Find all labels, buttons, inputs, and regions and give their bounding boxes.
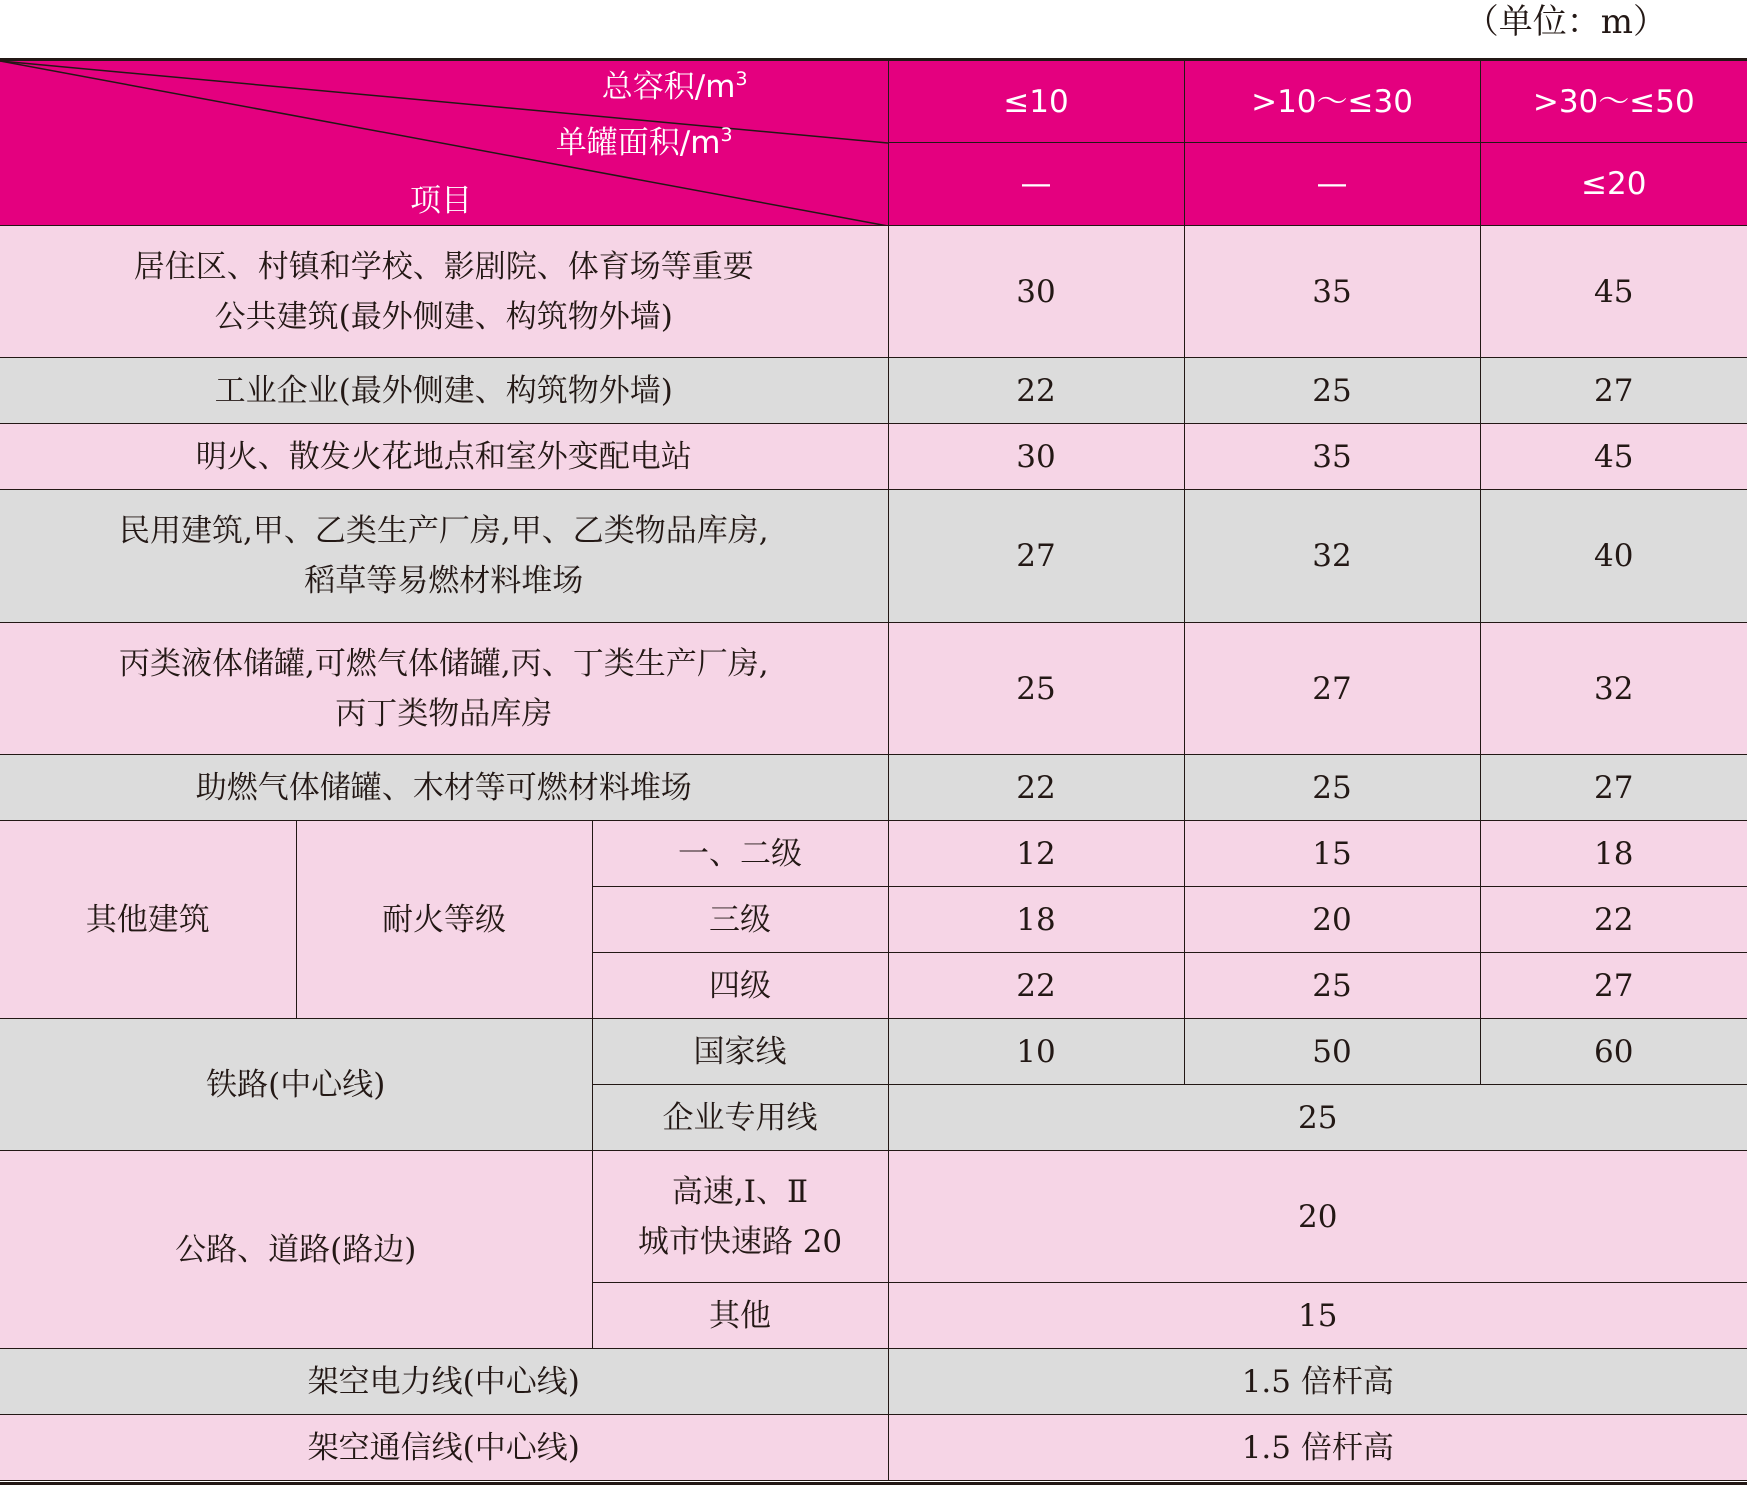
- item-cell: 工业企业(最外侧建、构筑物外墙): [0, 358, 888, 424]
- value-cell: 30: [888, 424, 1184, 490]
- table-row: [0, 1415, 1747, 1481]
- other-buildings-label: 其他建筑: [0, 821, 296, 1019]
- value-cell: 25: [1184, 953, 1480, 1019]
- value-cell: 35: [1184, 226, 1480, 358]
- railway-label: 铁路(中心线): [0, 1019, 592, 1151]
- national-line-label: 国家线: [592, 1019, 888, 1085]
- value-cell: 20: [1184, 887, 1480, 953]
- value-cell: 50: [1184, 1019, 1480, 1085]
- value-cell: 20: [888, 1151, 1747, 1283]
- value-cell: 10: [888, 1019, 1184, 1085]
- table-row: [0, 821, 1747, 887]
- power-line-label: 架空电力线(中心线): [0, 1349, 888, 1415]
- volume-range-cell: >10～≤30: [1184, 61, 1480, 143]
- highway-line: 城市快速路 20: [637, 1223, 843, 1260]
- table-row: [0, 424, 1747, 490]
- value-cell: 27: [1184, 623, 1480, 755]
- diagonal-header-cell: [0, 61, 888, 226]
- value-cell: 18: [1480, 821, 1747, 887]
- header-row-volume: [0, 61, 1747, 143]
- table-row: [0, 1349, 1747, 1415]
- value-cell: 25: [888, 1085, 1747, 1151]
- grade-label: 四级: [592, 953, 888, 1019]
- highway-line: 高速,Ⅰ、Ⅱ: [671, 1173, 809, 1210]
- value-cell: 32: [1480, 623, 1747, 755]
- single-tank-label: 单罐面积$/m^3$: [555, 124, 733, 161]
- item-line: 丙类液体储罐,可燃气体储罐,丙、丁类生产厂房,: [118, 645, 769, 682]
- single-tank-limit-cell: —: [888, 143, 1184, 226]
- table-row: [0, 226, 1747, 358]
- table-row: [0, 1151, 1747, 1283]
- value-cell: 25: [1184, 755, 1480, 821]
- other-road-label: 其他: [592, 1283, 888, 1349]
- value-cell: 22: [888, 755, 1184, 821]
- value-cell: 15: [888, 1283, 1747, 1349]
- value-cell: 27: [1480, 953, 1747, 1019]
- value-cell: 27: [888, 490, 1184, 623]
- table-row: [0, 490, 1747, 623]
- single-tank-limit-cell: —: [1184, 143, 1480, 226]
- item-line: 公共建筑(最外侧建、构筑物外墙): [214, 298, 673, 335]
- item-cell: 明火、散发火花地点和室外变配电站: [0, 424, 888, 490]
- value-cell: 32: [1184, 490, 1480, 623]
- item-cell: [0, 226, 888, 358]
- value-cell: 45: [1480, 424, 1747, 490]
- comm-line-label: 架空通信线(中心线): [0, 1415, 888, 1481]
- value-cell: 45: [1480, 226, 1747, 358]
- value-cell: 22: [888, 953, 1184, 1019]
- value-cell: 1.5 倍杆高: [888, 1349, 1747, 1415]
- value-cell: 15: [1184, 821, 1480, 887]
- item-column-label: 项目: [410, 183, 472, 219]
- value-cell: 22: [888, 358, 1184, 424]
- fire-rating-label: 耐火等级: [296, 821, 592, 1019]
- value-cell: 25: [888, 623, 1184, 755]
- value-cell: 40: [1480, 490, 1747, 623]
- item-cell: [0, 623, 888, 755]
- item-line: 民用建筑,甲、乙类生产厂房,甲、乙类物品库房,: [118, 513, 769, 549]
- item-line: 丙丁类物品库房: [335, 695, 553, 732]
- spacing-table: [0, 60, 1747, 1481]
- item-cell: [0, 490, 888, 623]
- item-cell: 助燃气体储罐、木材等可燃材料堆场: [0, 755, 888, 821]
- volume-range-cell: >30～≤50: [1480, 61, 1747, 143]
- table-row: [0, 1019, 1747, 1085]
- value-cell: 27: [1480, 755, 1747, 821]
- unit-label: （单位：m）: [1464, 2, 1667, 42]
- value-cell: 18: [888, 887, 1184, 953]
- highway-label: [592, 1151, 888, 1283]
- value-cell: 27: [1480, 358, 1747, 424]
- single-tank-limit-cell: ≤20: [1480, 143, 1747, 226]
- value-cell: 60: [1480, 1019, 1747, 1085]
- total-volume-label: 总容积$/m^3$: [601, 68, 748, 105]
- volume-range-cell: ≤10: [888, 61, 1184, 143]
- road-label: 公路、道路(路边): [0, 1151, 592, 1349]
- table-row: [0, 358, 1747, 424]
- value-cell: 22: [1480, 887, 1747, 953]
- value-cell: 35: [1184, 424, 1480, 490]
- item-line: 稻草等易燃材料堆场: [304, 563, 584, 599]
- value-cell: 12: [888, 821, 1184, 887]
- item-line: 居住区、村镇和学校、影剧院、体育场等重要: [133, 248, 754, 285]
- grade-label: 一、二级: [592, 821, 888, 887]
- grade-label: 三级: [592, 887, 888, 953]
- table-row: [0, 755, 1747, 821]
- enterprise-line-label: 企业专用线: [592, 1085, 888, 1151]
- value-cell: 30: [888, 226, 1184, 358]
- value-cell: 1.5 倍杆高: [888, 1415, 1747, 1481]
- table-row: [0, 623, 1747, 755]
- value-cell: 25: [1184, 358, 1480, 424]
